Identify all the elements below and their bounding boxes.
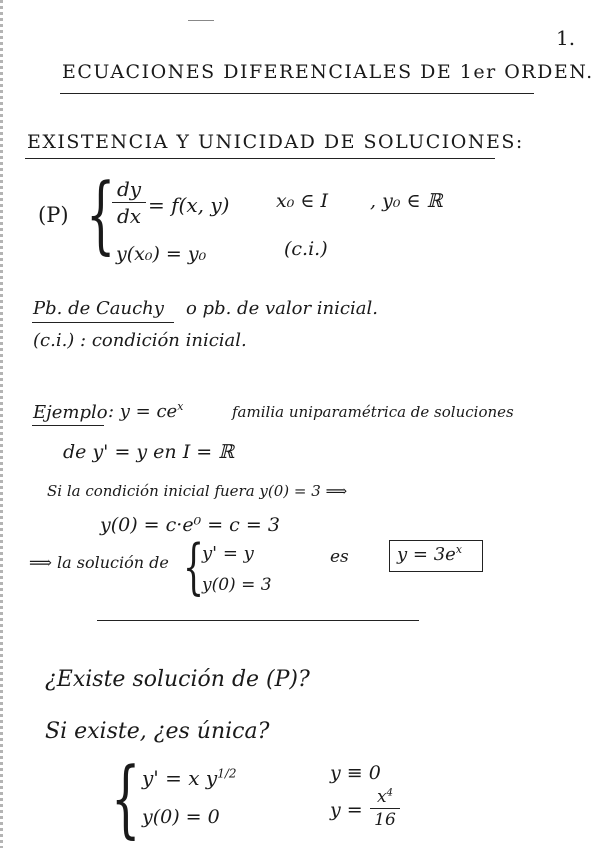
problem-eq1-cond: x₀ ∈ I	[276, 190, 328, 212]
section-underline	[25, 158, 495, 159]
cauchy-underline	[32, 322, 174, 323]
derivative-fraction	[112, 177, 146, 228]
example-sys2: y(0) = 3	[202, 575, 272, 595]
example-line1-rest: familia uniparamétrica de soluciones	[232, 403, 514, 421]
example-line3: Si la condición inicial fuera y(0) = 3 ⟹	[47, 482, 348, 500]
derivative-denominator: dx	[116, 204, 142, 228]
example-line1: : $y = ce^x$	[108, 400, 184, 422]
page-number: 1.	[556, 26, 576, 50]
section-title: EXISTENCIA Y UNICIDAD DE SOLUCIONES:	[27, 131, 524, 153]
example-sys1: y' = y	[202, 543, 254, 564]
fraction-bar	[112, 202, 146, 203]
counter-fraction-bar	[370, 808, 400, 809]
example-system-brace: {	[183, 532, 205, 602]
counter-sys2: y(0) = 0	[142, 806, 220, 828]
page-edge	[0, 0, 3, 848]
problem-eq2-cond: (c.i.)	[284, 238, 328, 260]
example-line4: y(0) = c·e⁰ = c = 3	[100, 514, 280, 536]
problem-brace: {	[86, 165, 116, 263]
problem-eq1-cond2: , y₀ ∈ ℝ	[370, 190, 443, 212]
cauchy-term: Pb. de Cauchy	[33, 298, 164, 319]
question-uniqueness: Si existe, ¿es única?	[45, 719, 270, 744]
example-es: es	[330, 547, 349, 567]
question-existence: ¿Existe solución de (P)?	[45, 667, 310, 692]
derivative-numerator: dy	[116, 177, 142, 201]
counter-sol2-denominator: 16	[374, 810, 396, 830]
title-underline	[60, 93, 534, 94]
separator-line	[97, 620, 419, 621]
problem-eq2: y(x₀) = y₀	[116, 243, 207, 265]
cauchy-rest: o pb. de valor inicial.	[186, 298, 378, 319]
example-line5: ⟹ la solución de	[29, 553, 169, 572]
counter-sol2-numerator: $x^4$	[376, 787, 394, 807]
counter-sys1: y' = x $y^{1/2}$	[142, 766, 237, 790]
example-answer: $y = 3e^x$	[397, 543, 462, 565]
example-underline	[32, 425, 104, 426]
page-title: ECUACIONES DIFERENCIALES DE 1er ORDEN.	[62, 61, 594, 83]
problem-label: (P)	[38, 203, 69, 227]
counter-system-brace: {	[111, 749, 141, 847]
counter-sol1: y ≡ 0	[330, 762, 381, 784]
counter-sol2-lhs: y =	[330, 799, 363, 821]
ci-definition: (c.i.) : condición inicial.	[33, 330, 247, 351]
example-label: Ejemplo	[33, 402, 108, 423]
counter-sol2-fraction	[370, 787, 400, 830]
example-line2: de y' = y en I = ℝ	[63, 441, 234, 463]
top-mark	[188, 20, 214, 21]
problem-eq1-rhs: = f(x, y)	[148, 193, 230, 217]
